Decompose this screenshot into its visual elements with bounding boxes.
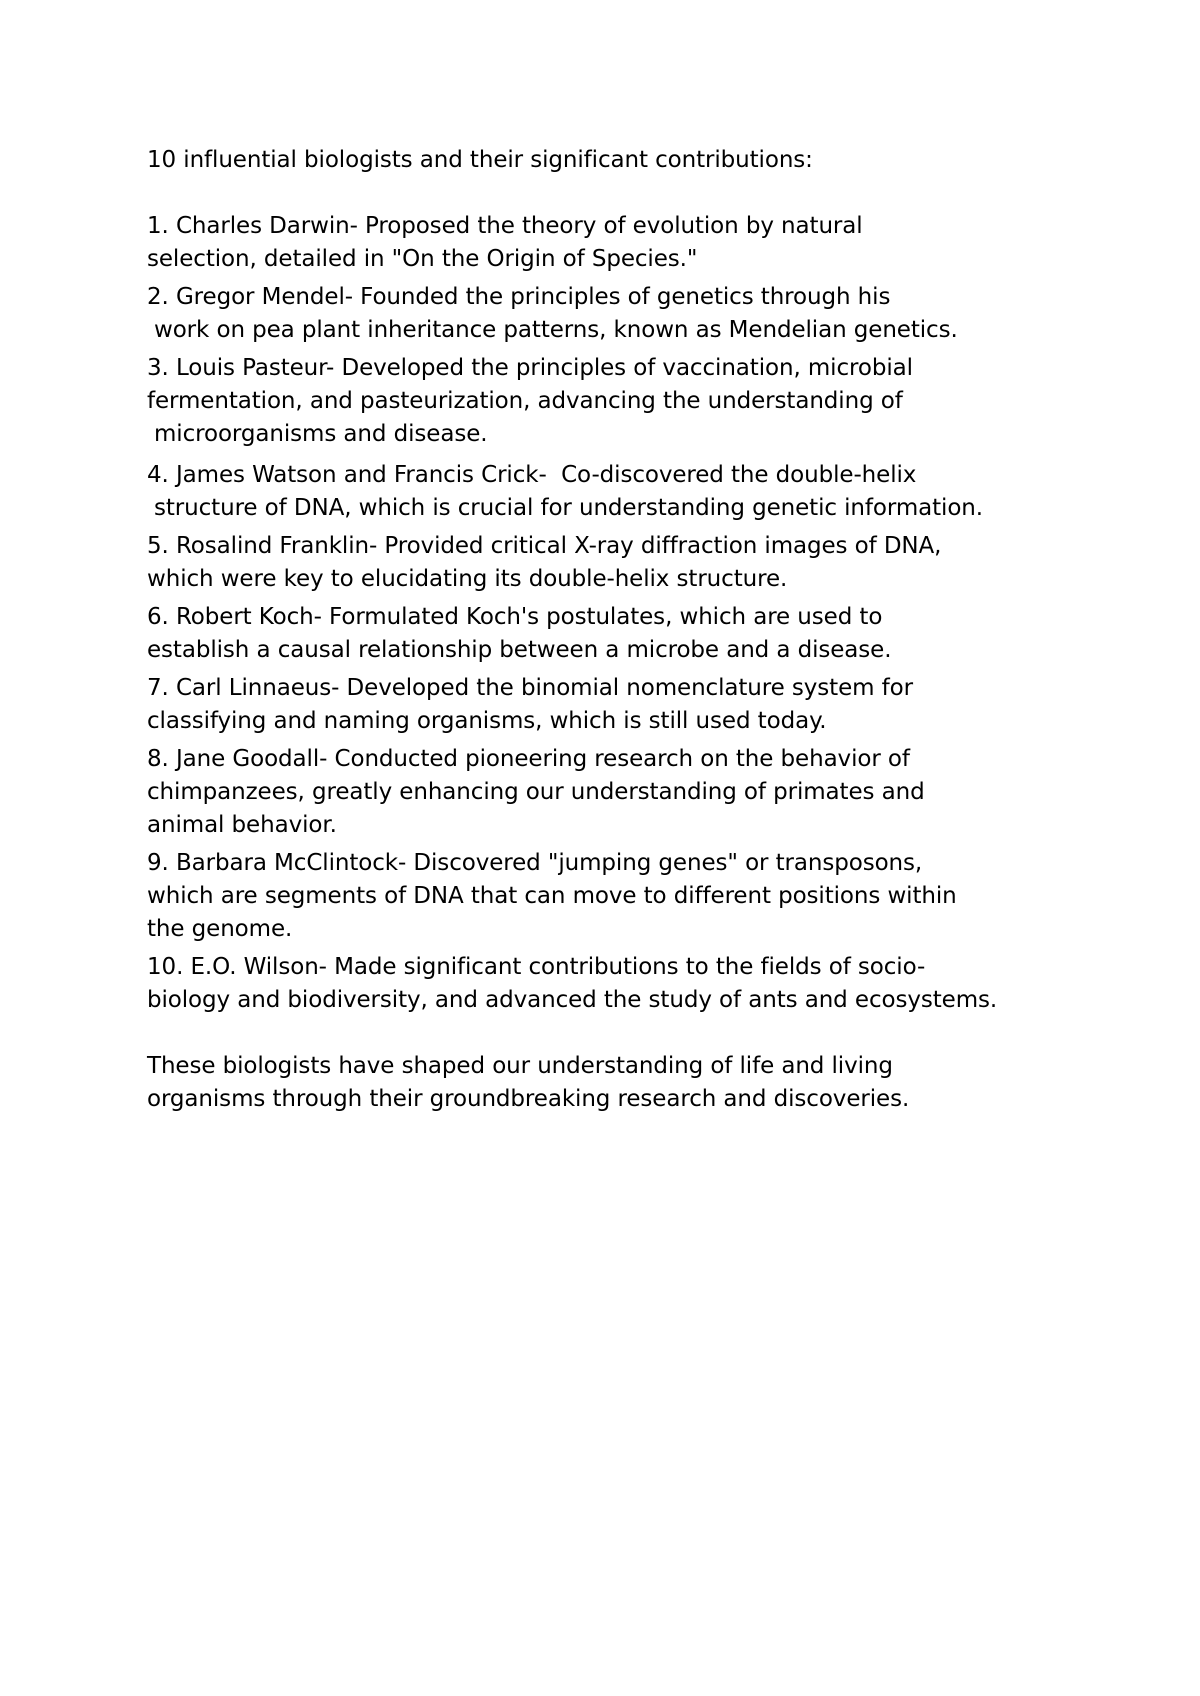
list-item-3 <box>147 352 1127 451</box>
list-item-line: fermentation, and pasteurization, advancing the understanding of <box>147 388 903 414</box>
list-item-line: microorganisms and disease. <box>154 421 488 447</box>
list-item-line: 7. Carl Linnaeus- Developed the binomial nomenclature system for <box>147 675 913 701</box>
list-item-2 <box>147 281 1127 347</box>
document-body <box>147 144 1127 1116</box>
intro-heading: 10 influential biologists and their significant contributions: <box>147 147 813 173</box>
list-item-line: 6. Robert Koch- Formulated Koch's postulates, which are used to <box>147 604 883 630</box>
list-item-10 <box>147 951 1127 1017</box>
list-item-line: 4. James Watson and Francis Crick- Co-discovered the double-helix <box>147 462 917 488</box>
list-item-line: establish a causal relationship between a microbe and a disease. <box>147 637 892 663</box>
list-item-line: 1. Charles Darwin- Proposed the theory of evolution by natural <box>147 213 863 239</box>
list-item-4 <box>147 459 1127 525</box>
list-item-line: classifying and naming organisms, which is still used today. <box>147 708 827 734</box>
list-item-line: chimpanzees, greatly enhancing our understanding of primates and <box>147 779 925 805</box>
list-item-line: work on pea plant inheritance patterns, known as Mendelian genetics. <box>154 317 958 343</box>
list-item-6 <box>147 601 1127 667</box>
list-item-line: which were key to elucidating its double-helix structure. <box>147 566 788 592</box>
conclusion-line: These biologists have shaped our understanding of life and living <box>147 1053 893 1079</box>
list-item-line: 2. Gregor Mendel- Founded the principles of genetics through his <box>147 284 891 310</box>
conclusion-line: organisms through their groundbreaking research and discoveries. <box>147 1086 910 1112</box>
list-item-line: animal behavior. <box>147 812 337 838</box>
list-item-line: biology and biodiversity, and advanced the study of ants and ecosystems. <box>147 987 998 1013</box>
list-item-line: which are segments of DNA that can move to different positions within <box>147 883 957 909</box>
list-item-line: 5. Rosalind Franklin- Provided critical X-ray diffraction images of DNA, <box>147 533 942 559</box>
list-item-line: selection, detailed in "On the Origin of Species." <box>147 246 698 272</box>
list-item-5 <box>147 530 1127 596</box>
conclusion-paragraph <box>147 1050 1127 1116</box>
list-item-9 <box>147 847 1127 946</box>
list-item-line: 10. E.O. Wilson- Made significant contributions to the fields of socio- <box>147 954 926 980</box>
list-item-8 <box>147 743 1127 842</box>
list-item-1 <box>147 210 1127 276</box>
list-item-line: 9. Barbara McClintock- Discovered "jumping genes" or transposons, <box>147 850 923 876</box>
list-item-line: 8. Jane Goodall- Conducted pioneering research on the behavior of <box>147 746 910 772</box>
list-item-line: 3. Louis Pasteur- Developed the principles of vaccination, microbial <box>147 355 913 381</box>
list-item-line: the genome. <box>147 916 293 942</box>
list-item-7 <box>147 672 1127 738</box>
list-item-line: structure of DNA, which is crucial for understanding genetic information. <box>154 495 983 521</box>
